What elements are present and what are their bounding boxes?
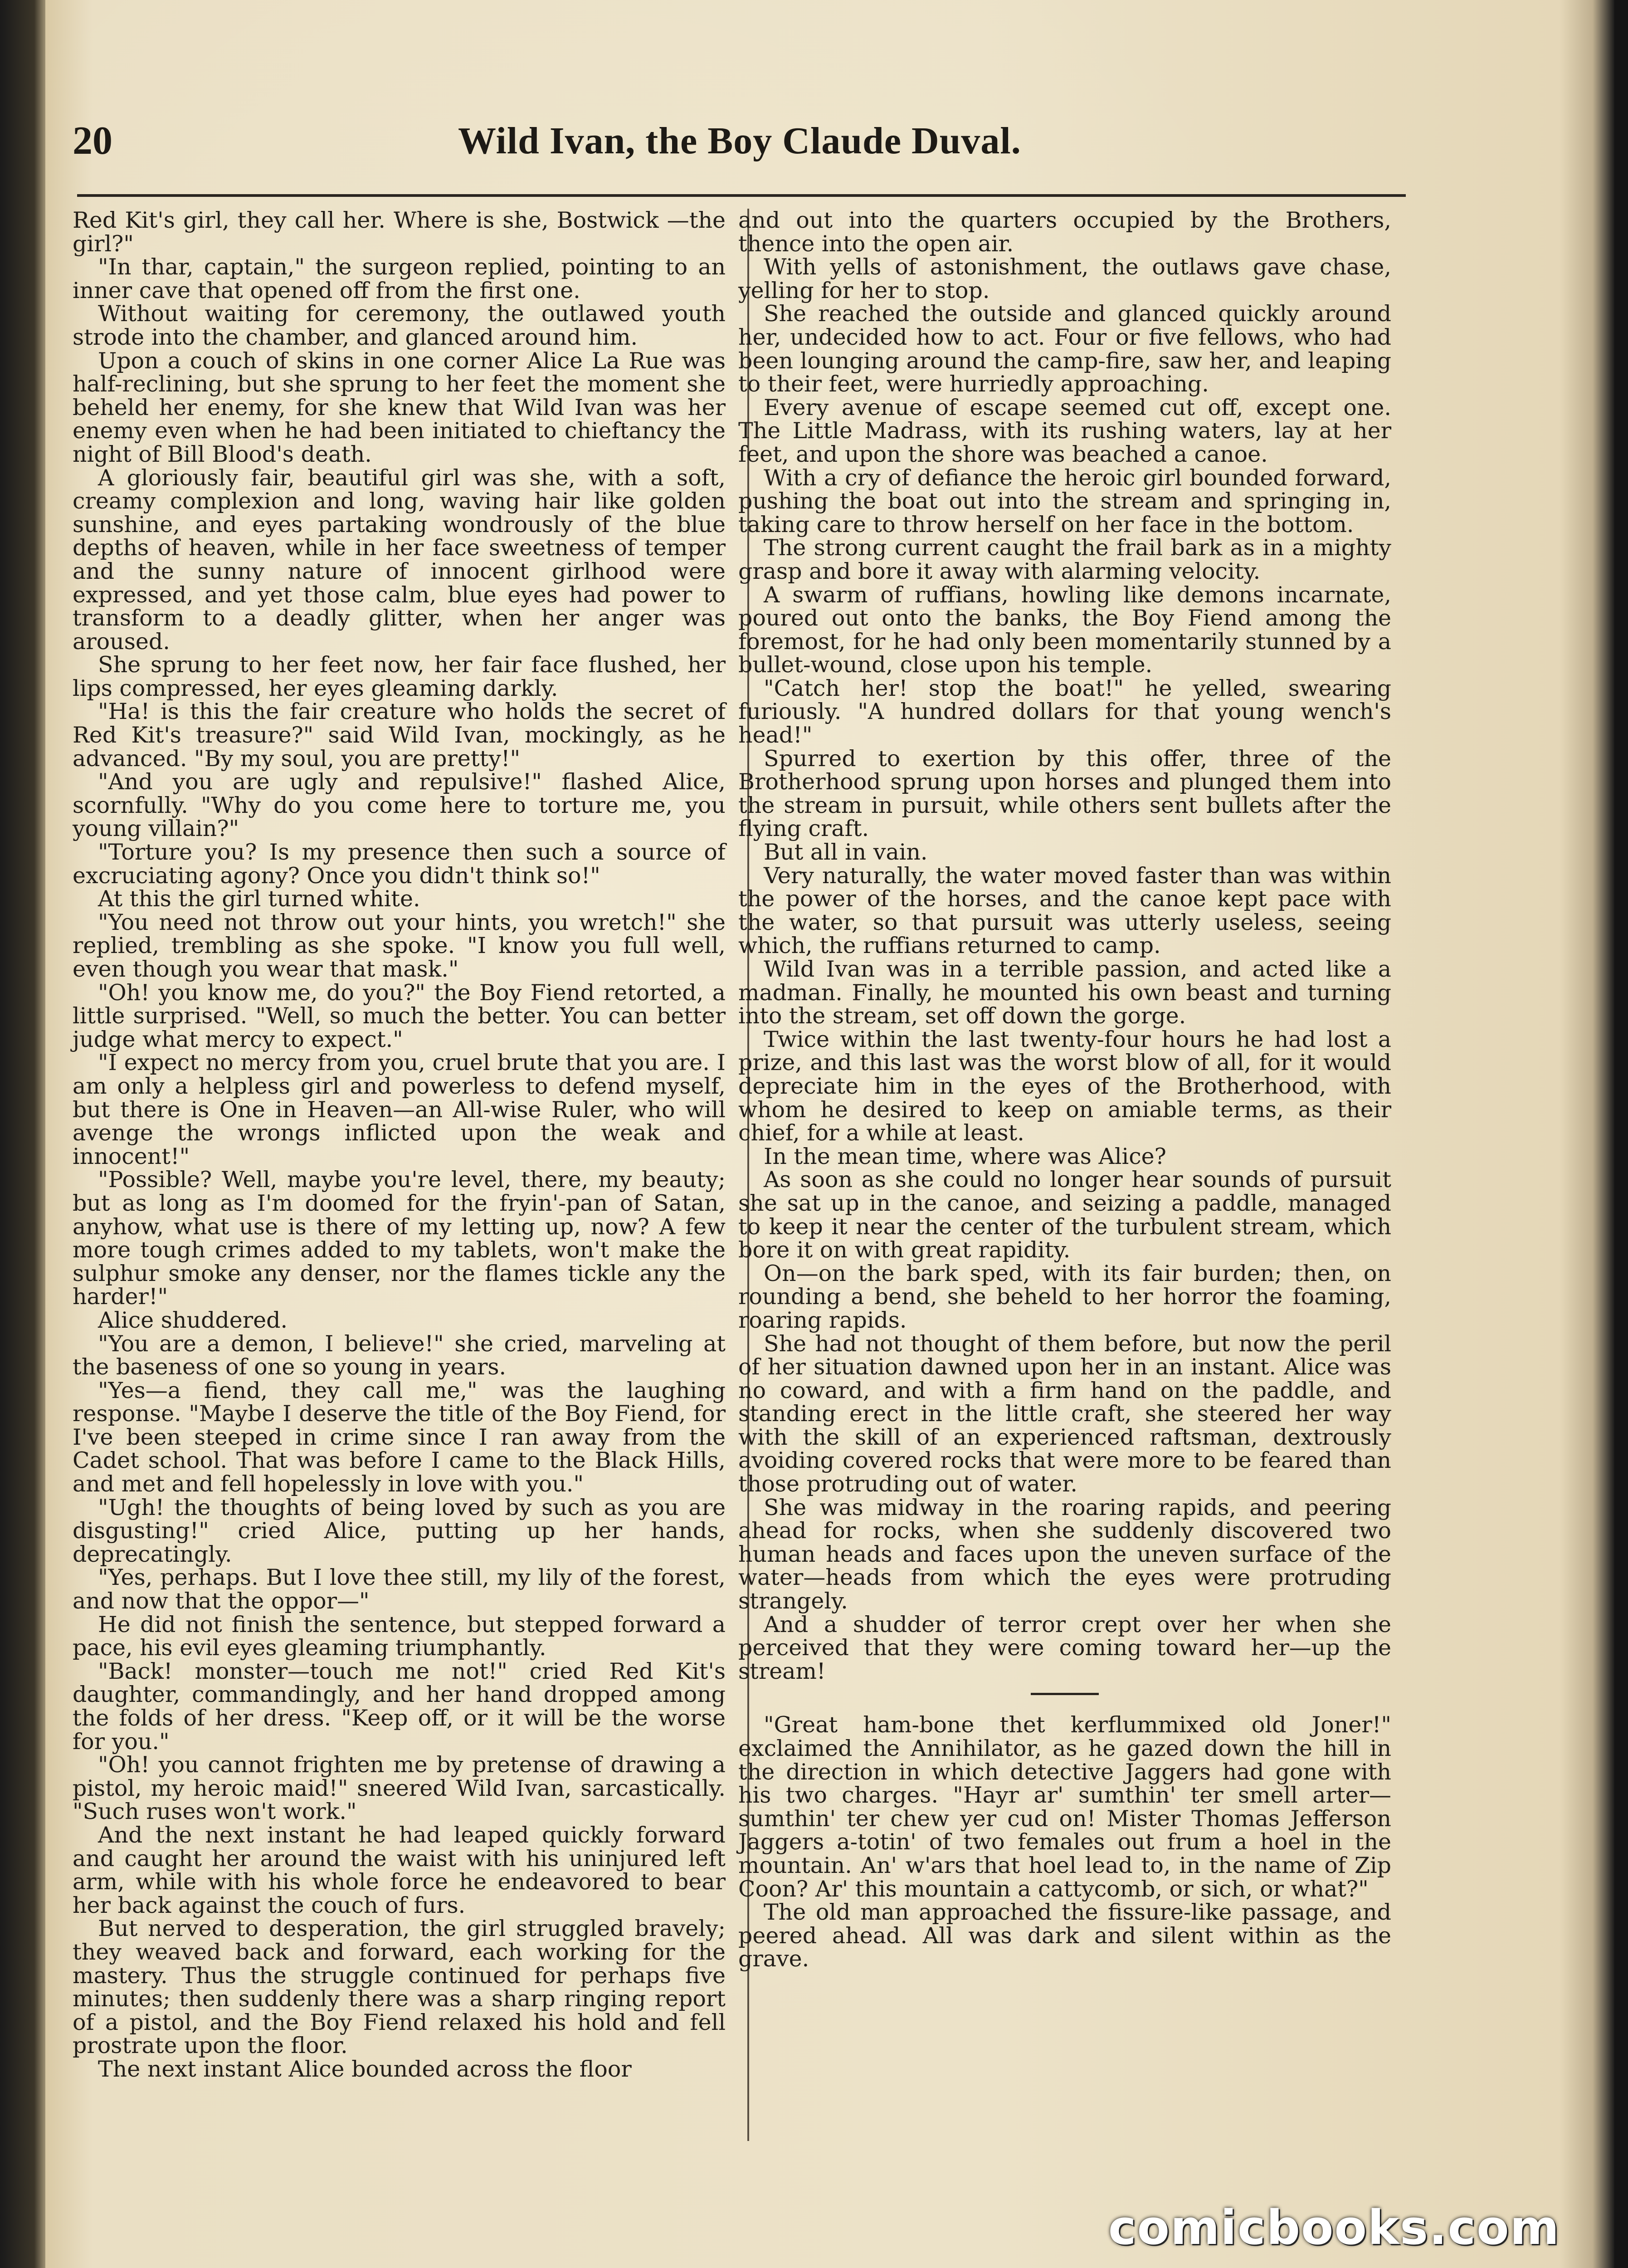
paragraph: And a shudder of terror crept over her when she perceived that they were coming toward her—up the stream! xyxy=(738,1611,1391,1684)
paragraph: The next instant Alice bounded across the floor xyxy=(98,2056,632,2082)
paragraph: The old man approached the fissure-like passage, and peered ahead. All was dark and silent within as the grave. xyxy=(738,1899,1391,1972)
left-column xyxy=(73,209,726,2081)
paragraph: "Possible? Well, maybe you're level, there, my beauty; but as long as I'm doomed for the fryin'-pan of Satan, anyhow, what use is there of my letting up, now? A few more tough crimes added to my tablets, won't make the sulphur smoke any denser, nor the flames tickle any the harder!" xyxy=(73,1167,726,1310)
paragraph: "In thar, captain," the surgeon replied, pointing to an inner cave that opened off from the first one. xyxy=(73,254,726,303)
section-separator xyxy=(1031,1693,1099,1695)
paragraph: He did not finish the sentence, but stepped forward a pace, his evil eyes gleaming triumphantly. xyxy=(73,1611,726,1661)
paragraph: "Yes—a fiend, they call me," was the laughing response. "Maybe I deserve the title of the Boy Fiend, for I've been steeped in crime since I ran away from the Cadet school. That was before I came to the Black Hills, and met and fell hopelessly in love with you." xyxy=(73,1377,726,1497)
paragraph: Spurred to exertion by this offer, three of the Brotherhood sprung upon horses and plunged them into the stream in pursuit, while others sent bullets after the flying craft. xyxy=(738,745,1391,842)
paragraph: Alice shuddered. xyxy=(98,1307,288,1333)
paragraph: The strong current caught the frail bark as in a mighty grasp and bore it away with alarming velocity. xyxy=(738,535,1391,584)
paragraph: A gloriously fair, beautiful girl was she, with a soft, creamy complexion and long, waving hair like golden sunshine, and eyes partaking wondrously of the blue depths of heaven, while in her face sweetness of temper and the sunny nature of innocent girlhood were expressed, and yet those calm, blue eyes had power to transform to a deadly glitter, when her anger was aroused. xyxy=(73,464,726,655)
paragraph: As soon as she could no longer hear sounds of pursuit she sat up in the canoe, and seizing a paddle, managed to keep it near the center of the turbulent stream, which bore it on with great rapidity. xyxy=(738,1167,1391,1263)
paragraph: With a cry of defiance the heroic girl bounded forward, pushing the boat out into the stream and springing in, taking care to throw herself on her face in the bottom. xyxy=(738,464,1391,538)
paragraph: A swarm of ruffians, howling like demons incarnate, poured out onto the banks, the Boy Fiend among the foremost, for he had only been momentarily stunned by a bullet-wound, close upon his temple. xyxy=(738,582,1391,678)
paragraph: "You need not throw out your hints, you wretch!" she replied, trembling as she spoke. "I know you full well, even though you wear that mask." xyxy=(73,909,726,982)
header-rule xyxy=(77,194,1406,197)
page-edge-shadow xyxy=(1560,0,1614,2268)
paragraph: and out into the quarters occupied by the Brothers, thence into the open air. xyxy=(738,207,1391,257)
paragraph: But nerved to desperation, the girl struggled bravely; they weaved back and forward, each working for the mastery. Thus the struggle continued for perhaps five minutes; then suddenly there was a sharp ringing report of a pistol, and the Boy Fiend relaxed his hold and fell prostrate upon the floor. xyxy=(73,1916,726,2059)
paragraph: She reached the outside and glanced quickly around her, undecided how to act. Four or five fellows, who had been lounging around the camp-fire, saw her, and leaping to their feet, were hurriedly approaching. xyxy=(738,301,1391,397)
paragraph: She was midway in the roaring rapids, and peering ahead for rocks, when she suddenly discovered two human heads and faces upon the uneven surface of the water—heads from which the eyes were protruding strangely. xyxy=(738,1494,1391,1614)
paragraph: At this the girl turned white. xyxy=(98,886,420,912)
paragraph: "Great ham-bone thet kerflummixed old Joner!" exclaimed the Annihilator, as he gazed down the hill in the direction in which detective Jaggers had gone with his two charges. "Hayr ar' sumthin' ter smell arter—sumthin' ter chew yer cud on! Mister Thomas Jefferson Jaggers a-totin' of two females out frum a hoel in the mountain. An' w'ars that hoel lead to, in the name of Zip Coon? Ar' this mountain a cattycomb, or sich, or what?" xyxy=(738,1712,1391,1902)
paragraph: "I expect no mercy from you, cruel brute that you are. I am only a helpless girl and powerless to defend myself, but there is One in Heaven—an All-wise Ruler, who will avenge the wrongs inflicted upon the weak and innocent!" xyxy=(73,1050,726,1169)
right-column xyxy=(738,209,1391,1971)
running-title: Wild Ivan, the Boy Claude Duval. xyxy=(458,120,1021,162)
paragraph: "You are a demon, I believe!" she cried, marveling at the baseness of one so young in years. xyxy=(73,1330,726,1380)
paragraph: "Ugh! the thoughts of being loved by such as you are disgusting!" cried Alice, putting up her hands, deprecatingly. xyxy=(73,1494,726,1567)
paragraph: But all in vain. xyxy=(764,839,928,865)
paragraph: Without waiting for ceremony, the outlawed youth strode into the chamber, and glanced around him. xyxy=(73,301,726,350)
paragraph: "And you are ugly and repulsive!" flashed Alice, scornfully. "Why do you come here to torture me, you young villain?" xyxy=(73,769,726,842)
paragraph: "Back! monster—touch me not!" cried Red Kit's daughter, commandingly, and her hand dropped among the folds of her dress. "Keep off, or it will be the worse for you." xyxy=(73,1658,726,1755)
paragraph: On—on the bark sped, with its fair burden; then, on rounding a bend, she beheld to her horror the foaming, roaring rapids. xyxy=(738,1260,1391,1333)
paragraph: Every avenue of escape seemed cut off, except one. The Little Madrass, with its rushing waters, lay at her feet, and upon the shore was beached a canoe. xyxy=(738,394,1391,467)
paragraph: "Torture you? Is my presence then such a source of excruciating agony? Once you didn't think so!" xyxy=(73,839,726,889)
paragraph: Red Kit's girl, they call her. Where is she, Bostwick —the girl?" xyxy=(73,207,726,257)
paragraph: She sprung to her feet now, her fair face flushed, her lips compressed, her eyes gleaming darkly. xyxy=(73,652,726,701)
paragraph: Wild Ivan was in a terrible passion, and acted like a madman. Finally, he mounted his own beast and turning into the stream, set off down the gorge. xyxy=(738,956,1391,1029)
paragraph: Very naturally, the water moved faster than was within the power of the horses, and the canoe kept pace with the water, so that pursuit was utterly useless, seeing which, the ruffians returned to camp. xyxy=(738,862,1391,959)
paragraph: "Catch her! stop the boat!" he yelled, swearing furiously. "A hundred dollars for that young wench's head!" xyxy=(738,675,1391,748)
paragraph: "Oh! you know me, do you?" the Boy Fiend retorted, a little surprised. "Well, so much the better. You can better judge what mercy to expect." xyxy=(73,979,726,1052)
paragraph: She had not thought of them before, but now the peril of her situation dawned upon her in an instant. Alice was no coward, and with a firm hand on the paddle, and standing erect in the little craft, she steered her way with the skill of an experienced raftsman, dextrously avoiding covered rocks that were more to be feared than those protruding out of water. xyxy=(738,1330,1391,1497)
paragraph: Twice within the last twenty-four hours he had lost a prize, and this last was the worst blow of all, for it would depreciate him in the eyes of the Brotherhood, with whom he desired to keep on amiable terms, as their chief, for a while at least. xyxy=(738,1026,1391,1146)
paragraph: And the next instant he had leaped quickly forward and caught her around the waist with his uninjured left arm, while with his whole force he endeavored to bear her back against the couch of furs. xyxy=(73,1822,726,1918)
paragraph: In the mean time, where was Alice? xyxy=(764,1143,1166,1169)
paragraph: With yells of astonishment, the outlaws gave chase, yelling for her to stop. xyxy=(738,254,1391,303)
page-number: 20 xyxy=(73,119,112,163)
binding-edge xyxy=(0,0,49,2268)
paragraph: Upon a couch of skins in one corner Alice La Rue was half-reclining, but she sprung to her feet the moment she beheld her enemy, for she knew that Wild Ivan was her enemy even when he had been initiated to chieftancy the night of Bill Blood's death. xyxy=(73,347,726,467)
paragraph: "Ha! is this the fair creature who holds the secret of Red Kit's treasure?" said Wild Ivan, mockingly, as he advanced. "By my soul, you are pretty!" xyxy=(73,699,726,772)
watermark: comicbooks.com xyxy=(1108,2200,1560,2255)
paragraph: "Oh! you cannot frighten me by pretense of drawing a pistol, my heroic maid!" sneered Wild Ivan, sarcastically. "Such ruses won't work." xyxy=(73,1752,726,1825)
paragraph: "Yes, perhaps. But I love thee still, my lily of the forest, and now that the oppor—" xyxy=(73,1564,726,1614)
